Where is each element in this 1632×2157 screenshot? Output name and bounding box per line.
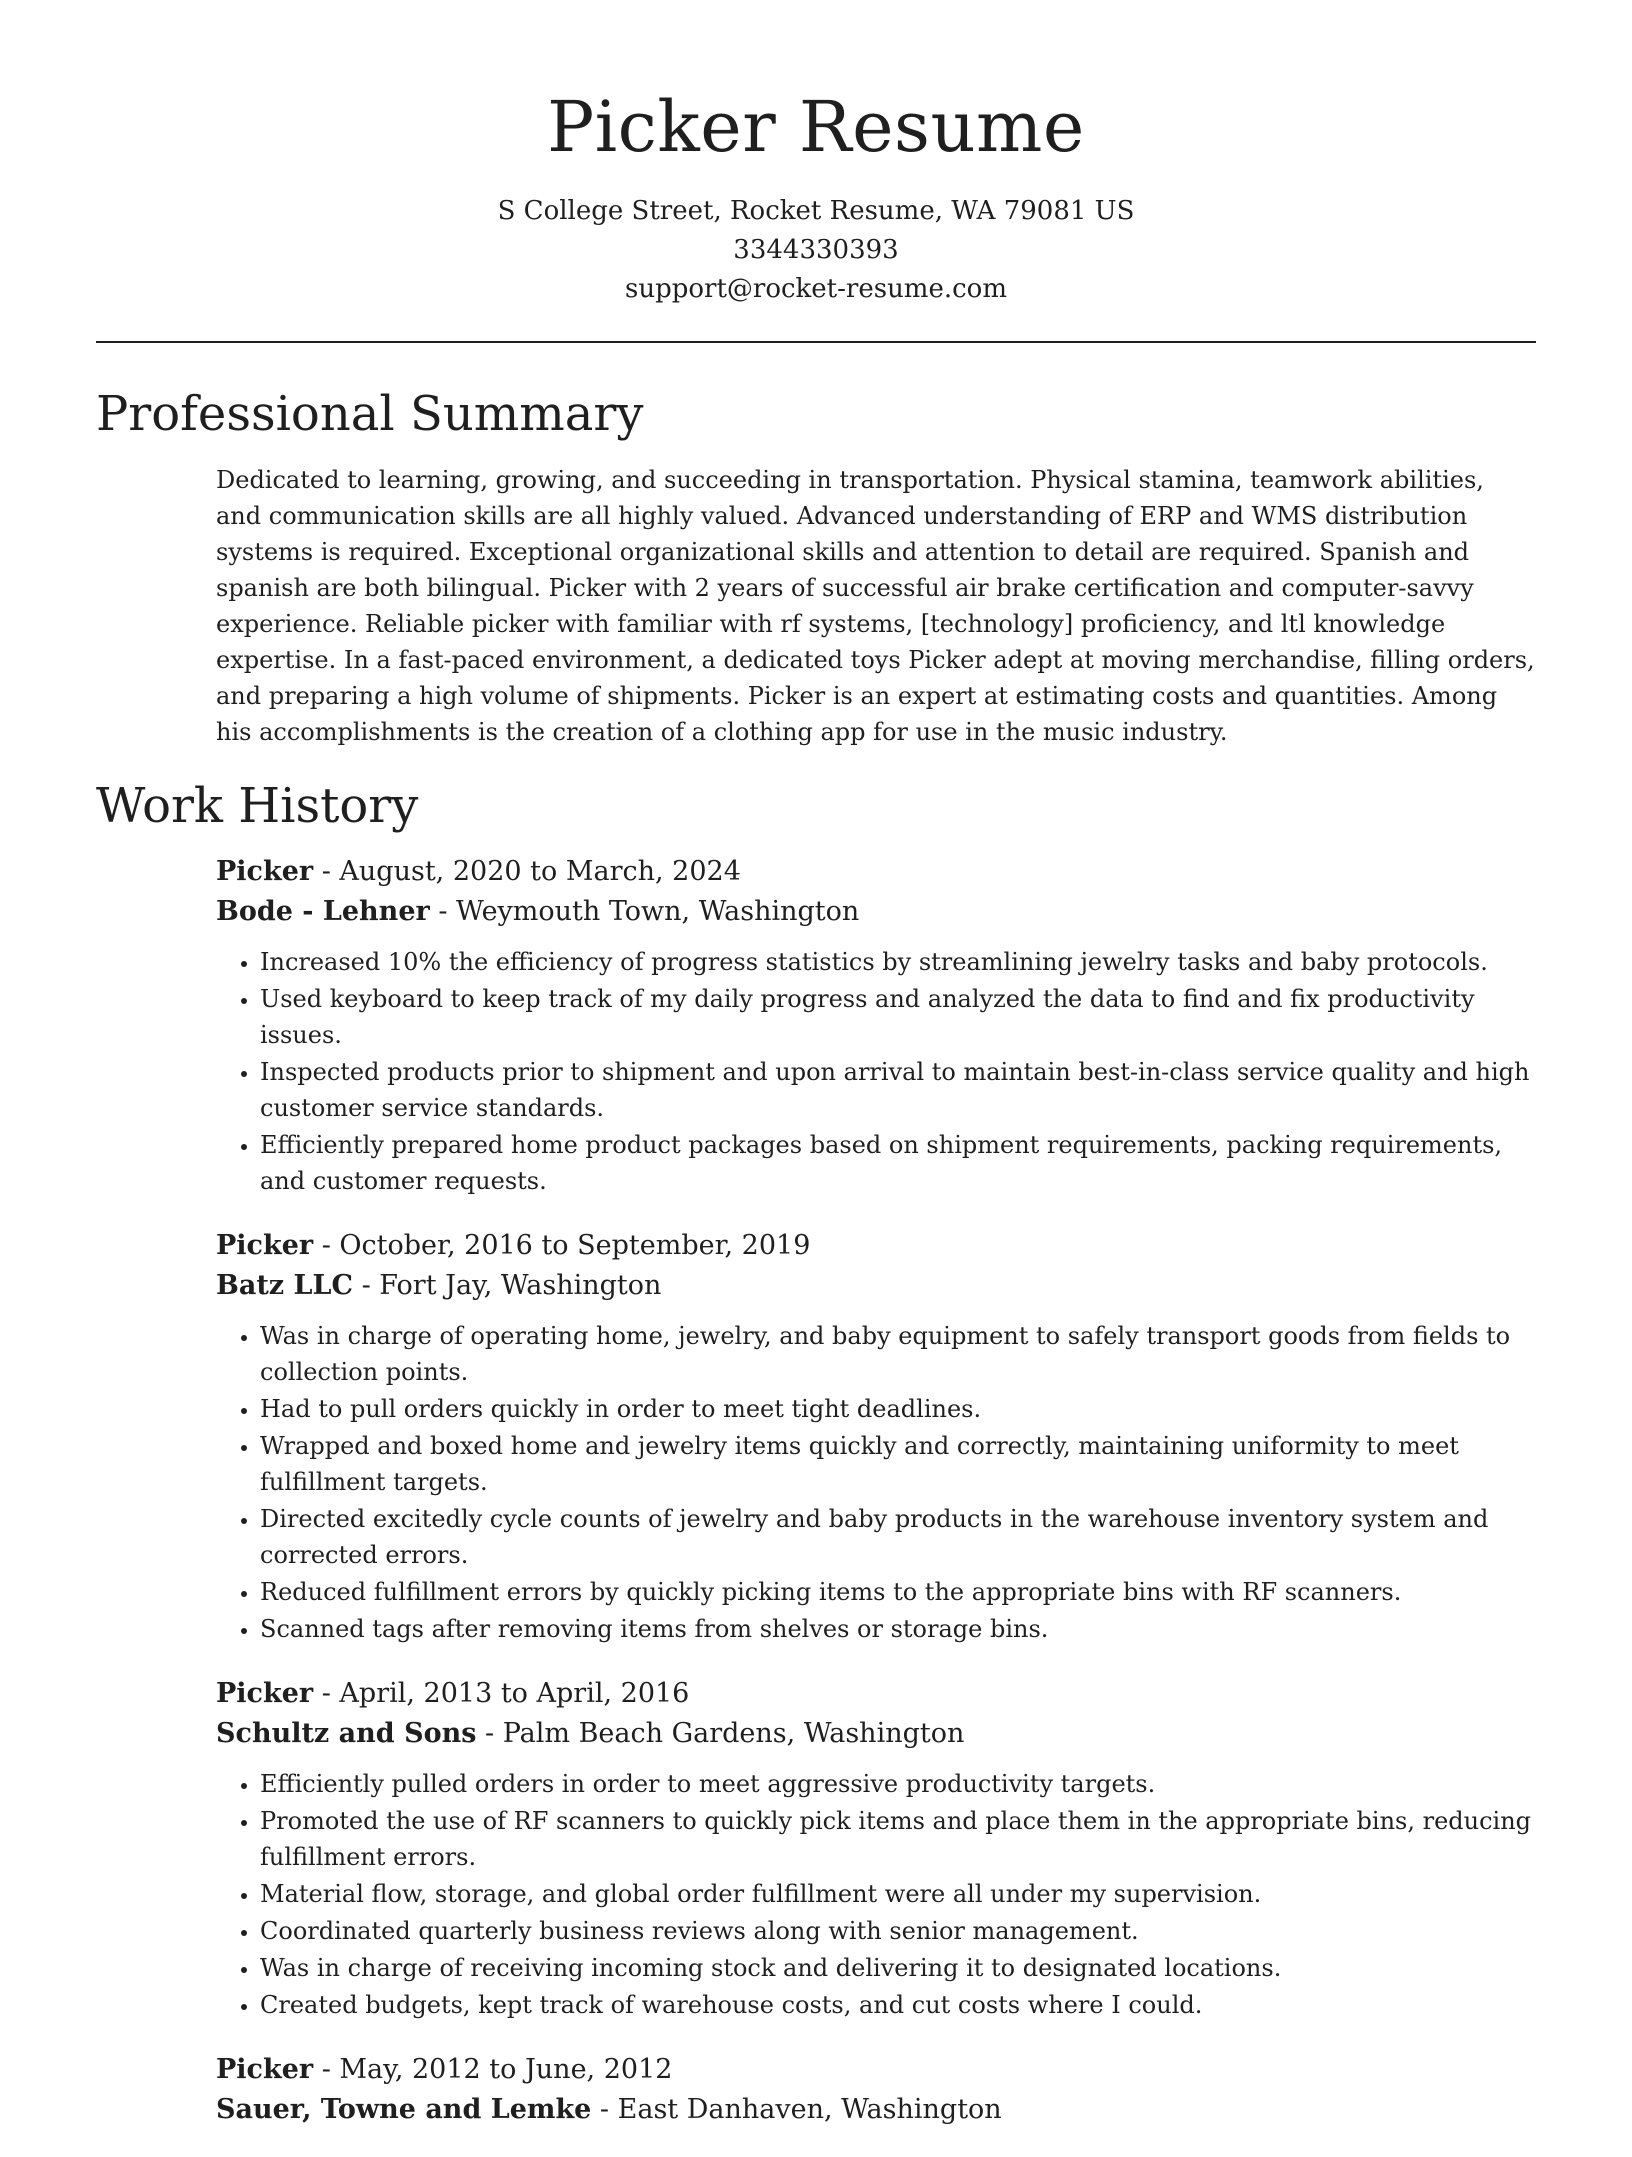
job-bullets: [216, 1766, 1536, 2023]
job-location: - Weymouth Town, Washington: [429, 896, 860, 927]
job-title-line: [216, 852, 1536, 892]
address: S College Street, Rocket Resume, WA 79081 US: [497, 196, 1135, 226]
job-bullet: • Was in charge of receiving incoming stock and delivering it to designated locations.: [260, 1950, 1536, 1986]
job-bullet: • Used keyboard to keep track of my daily progress and analyzed the data to find and fix productivity issues.: [260, 981, 1536, 1053]
job-bullet: • Coordinated quarterly business reviews along with senior management.: [260, 1913, 1536, 1949]
job-bullet: • Directed excitedly cycle counts of jewelry and baby products in the warehouse inventory system and corrected errors.: [260, 1501, 1536, 1573]
phone: 3344330393: [733, 235, 899, 265]
summary-heading: Professional Summary: [96, 386, 644, 442]
job-bullet: • Was in charge of operating home, jewelry, and baby equipment to safely transport goods from fields to collection points.: [260, 1318, 1536, 1390]
job-bullet: • Increased 10% the efficiency of progress statistics by streamlining jewelry tasks and baby protocols.: [260, 944, 1536, 980]
job-location: - Palm Beach Gardens, Washington: [476, 1718, 965, 1749]
job-dates: - May, 2012 to June, 2012: [313, 2054, 673, 2085]
summary-text: Dedicated to learning, growing, and succeeding in transportation. Physical stamina, teamwork abilities, and communication skills are all highly valued. Advanced understanding of ERP and WMS distribution systems is required. Exceptional organizational skills and attention to detail are required. Spanish and spanish are both bilingual. Picker with 2 years of successful air brake certification and computer-savvy experience. Reliable picker with familiar with rf systems, [technology] proficiency, and ltl knowledge expertise. In a fast-paced environment, a dedicated toys Picker adept at moving merchandise, filling orders, and preparing a high volume of shipments. Picker is an expert at estimating costs and quantities. Among his accomplishments is the creation of a clothing app for use in the music industry.: [216, 466, 1535, 746]
job-dates: - August, 2020 to March, 2024: [313, 856, 741, 887]
job-bullets: [216, 944, 1536, 1199]
job-entry: [216, 1226, 1536, 1647]
contact-info: [0, 192, 1632, 309]
resume-header: [0, 0, 1632, 309]
job-role: Picker: [216, 856, 314, 887]
job-company: Schultz and Sons: [216, 1718, 477, 1749]
job-company-line: [216, 1266, 1536, 1306]
job-bullet: • Reduced fulfillment errors by quickly picking items to the appropriate bins with RF scanners.: [260, 1574, 1536, 1610]
email: support@rocket-resume.com: [624, 274, 1007, 304]
job-bullet: • Wrapped and boxed home and jewelry items quickly and correctly, maintaining uniformity to meet fulfillment targets.: [260, 1428, 1536, 1500]
job-bullet: • Created budgets, kept track of warehouse costs, and cut costs where I could.: [260, 1987, 1536, 2023]
job-entry: [216, 852, 1536, 1199]
job-bullet: • Efficiently prepared home product packages based on shipment requirements, packing requirements, and customer requests.: [260, 1127, 1536, 1199]
job-bullet: • Promoted the use of RF scanners to quickly pick items and place them in the appropriate bins, reducing fulfillment errors.: [260, 1803, 1536, 1875]
job-bullets: [216, 1318, 1536, 1647]
job-dates: - April, 2013 to April, 2016: [313, 1678, 690, 1709]
job-title-line: [216, 1226, 1536, 1266]
job-company-line: [216, 892, 1536, 932]
job-bullet: • Had to pull orders quickly in order to meet tight deadlines.: [260, 1391, 1536, 1427]
job-location: - East Danhaven, Washington: [591, 2094, 1002, 2125]
job-title-line: [216, 2050, 1536, 2090]
job-entry: [216, 2050, 1536, 2130]
job-bullet: • Inspected products prior to shipment and upon arrival to maintain best-in-class service quality and high customer service standards.: [260, 1054, 1536, 1126]
job-role: Picker: [216, 1678, 314, 1709]
job-company-line: [216, 1714, 1536, 1754]
job-company: Batz LLC: [216, 1270, 353, 1301]
job-company: Sauer, Towne and Lemke: [216, 2094, 592, 2125]
job-company: Bode - Lehner: [216, 896, 430, 927]
work-history-list: [216, 852, 1536, 2157]
job-bullet: • Material flow, storage, and global order fulfillment were all under my supervision.: [260, 1876, 1536, 1912]
job-dates: - October, 2016 to September, 2019: [313, 1230, 811, 1261]
work-history-heading: Work History: [96, 778, 419, 834]
job-role: Picker: [216, 2054, 314, 2085]
job-role: Picker: [216, 1230, 314, 1261]
job-company-line: [216, 2090, 1536, 2130]
resume-title: Picker Resume: [547, 86, 1085, 168]
job-location: - Fort Jay, Washington: [352, 1270, 662, 1301]
job-entry: [216, 1674, 1536, 2023]
header-divider: [96, 341, 1536, 343]
job-bullet: • Efficiently pulled orders in order to meet aggressive productivity targets.: [260, 1766, 1536, 1802]
job-bullet: • Scanned tags after removing items from shelves or storage bins.: [260, 1611, 1536, 1647]
job-title-line: [216, 1674, 1536, 1714]
